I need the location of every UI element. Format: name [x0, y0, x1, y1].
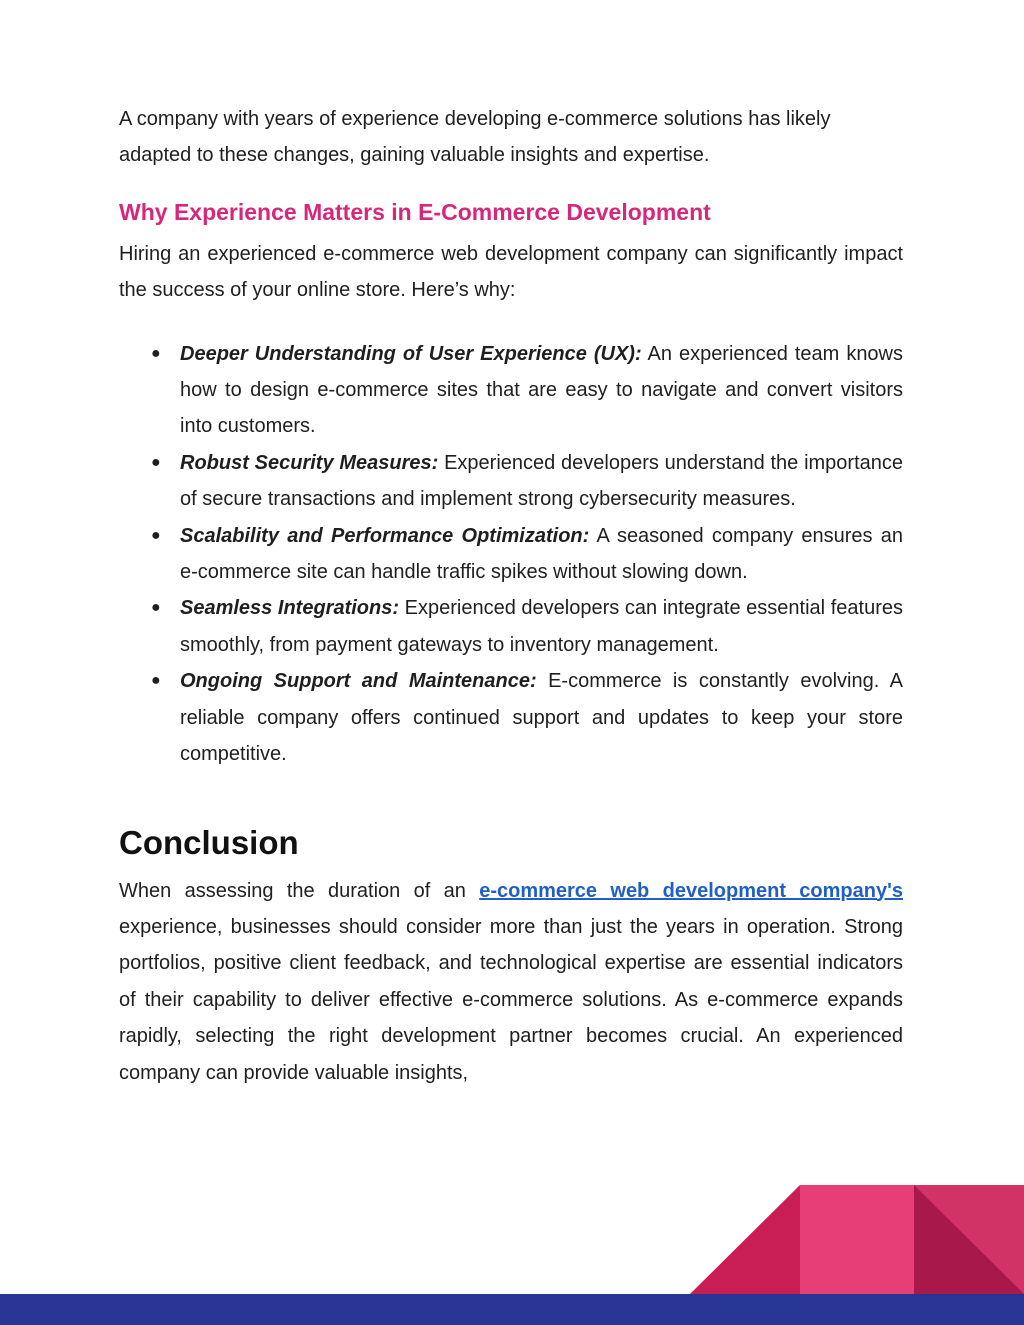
conclusion-text-start: When assessing the duration of an: [119, 879, 480, 902]
list-item: [151, 445, 904, 518]
why-experience-heading: Why Experience Matters in E-Commerce Development: [119, 198, 711, 225]
conclusion-paragraph: [119, 873, 903, 1091]
document-page: [119, 101, 903, 1091]
intro-paragraph: A company with years of experience developing e-commerce solutions has likely adapted to these changes, gaining valuable insights and expertise.: [119, 108, 831, 167]
list-item-term: Seamless Integrations:: [180, 597, 400, 620]
bullet-icon: ●: [151, 526, 161, 544]
bullet-icon: ●: [151, 672, 161, 690]
footer-bar: [0, 1294, 1024, 1325]
deco-triangle-crimson: [690, 1185, 800, 1294]
bullet-icon: ●: [151, 344, 161, 362]
list-item: [151, 336, 904, 445]
list-item-text: An experienced team knows how to design e-commerce sites that are easy to navigate and convert visitors into customers.: [180, 342, 904, 438]
list-item: [151, 590, 903, 663]
why-experience-lead: Hiring an experienced e-commerce web development company can significantly impact the success of your online store. Here’s why:: [119, 242, 903, 302]
bullet-icon: ●: [151, 453, 161, 471]
experience-benefits-list: [119, 336, 903, 773]
list-item-text: Experienced developers can integrate essential features smoothly, from payment gateways to inventory management.: [180, 597, 903, 656]
list-item-text: A seasoned company ensures an e-commerce site can handle traffic spikes without slowing down.: [180, 524, 903, 584]
conclusion-heading: Conclusion: [119, 823, 299, 861]
list-item: [151, 663, 903, 772]
bullet-icon: ●: [151, 599, 161, 617]
list-item-term: Scalability and Performance Optimization:: [180, 524, 590, 547]
list-item-term: Ongoing Support and Maintenance:: [180, 670, 537, 693]
list-item-term: Robust Security Measures:: [180, 451, 439, 474]
footer-decoration: [690, 1185, 1024, 1294]
list-item-term: Deeper Understanding of User Experience (UX):: [180, 342, 642, 365]
list-item-text: Experienced developers understand the importance of secure transactions and implement strong cybersecurity measures.: [180, 451, 904, 511]
deco-block-pink: [800, 1185, 914, 1294]
list-item-text: E-commerce is constantly evolving. A reliable company offers continued support and updates to keep your store competitive.: [180, 670, 903, 766]
conclusion-text-end: experience, businesses should consider more than just the years in operation. Strong portfolios, positive client feedback, and technological expertise are essential indicators of their capability to deliver effective e-commerce solutions. As e-commerce expands rapidly, selecting the right development partner becomes crucial. An experienced company can provide valuable insights,: [119, 915, 903, 1084]
list-item: [151, 518, 903, 591]
ecommerce-company-link[interactable]: e-commerce web development company's: [479, 879, 903, 902]
